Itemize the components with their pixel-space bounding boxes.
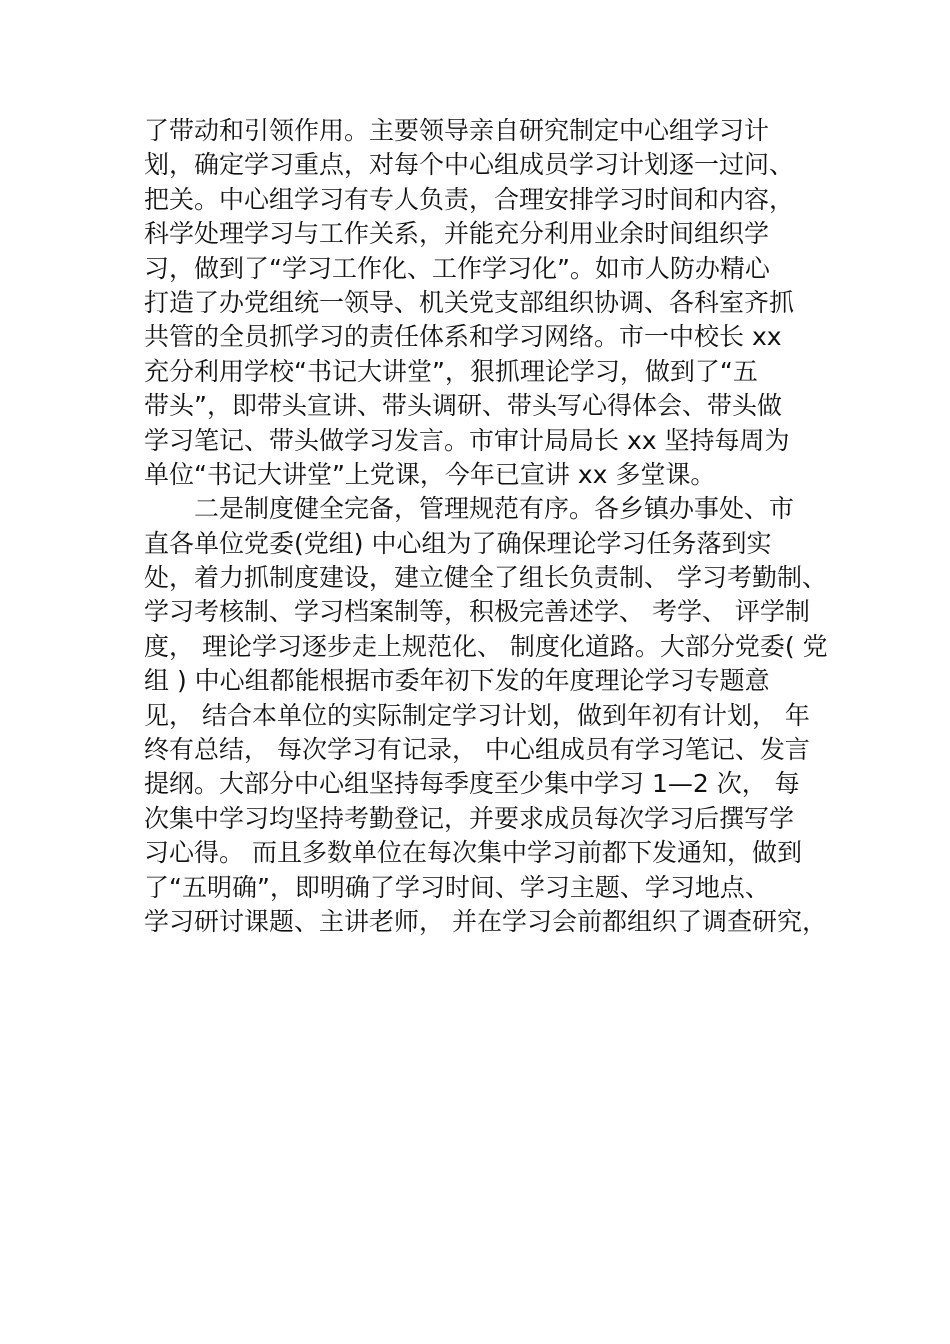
text-line: 把关。中心组学习有专人负责，合理安排学习时间和内容，	[144, 184, 795, 214]
text-line: 了“五明确”，即明确了学习时间、学习主题、学习地点、	[144, 872, 770, 902]
text-line: 度， 理论学习逐步走上规范化、 制度化道路。大部分党委( 党	[144, 631, 828, 661]
text-line: 组 ) 中心组都能根据市委年初下发的年度理论学习专题意	[144, 666, 770, 696]
text-line: 学习研讨课题、主讲老师， 并在学习会前都组织了调查研究，	[144, 906, 827, 936]
text-line: 学习笔记、带头做学习发言。市审计局局长 xx 坚持每周为	[144, 425, 790, 455]
text-line: 科学处理学习与工作关系，并能充分利用业余时间组织学	[144, 219, 770, 249]
body-text	[144, 114, 834, 939]
text-line: 习，做到了“学习工作化、工作学习化”。如市人防办精心	[144, 253, 770, 283]
text-line: 了带动和引领作用。主要领导亲自研究制定中心组学习计	[144, 116, 770, 145]
text-line: 次集中学习均坚持考勤登记，并要求成员每次学习后撰写学	[144, 803, 795, 833]
text-line: 带头”，即带头宣讲、带头调研、带头写心得体会、带头做	[144, 391, 782, 421]
text-line: 终有总结， 每次学习有记录， 中心组成员有学习笔记、发言	[144, 735, 810, 765]
text-line: 打造了办党组统一领导、机关党支部组织协调、各科室齐抓	[144, 287, 795, 317]
text-line: 二是制度健全完备，管理规范有序。各乡镇办事处、市	[144, 494, 795, 524]
text-line: 划，确定学习重点，对每个中心组成员学习计划逐一过问、	[144, 150, 795, 180]
text-line: 处，着力抓制度建设，建立健全了组长负责制、 学习考勤制、	[144, 563, 827, 593]
text-line: 学习考核制、学习档案制等，积极完善述学、 考学、 评学制	[144, 597, 810, 627]
text-line: 单位“书记大讲堂”上党课，今年已宣讲 xx 多堂课。	[144, 459, 716, 489]
text-line: 充分利用学校“书记大讲堂”，狠抓理论学习，做到了“五	[144, 356, 758, 386]
text-line: 提纲。大部分中心组坚持每季度至少集中学习 1—2 次， 每	[144, 769, 800, 799]
text-line: 共管的全员抓学习的责任体系和学习网络。市一中校长 xx	[144, 322, 782, 352]
text-line: 直各单位党委(党组) 中心组为了确保理论学习任务落到实	[144, 528, 772, 558]
text-line: 习心得。 而且多数单位在每次集中学习前都下发通知，做到	[144, 838, 802, 868]
text-line: 见， 结合本单位的实际制定学习计划，做到年初有计划， 年	[144, 700, 810, 730]
